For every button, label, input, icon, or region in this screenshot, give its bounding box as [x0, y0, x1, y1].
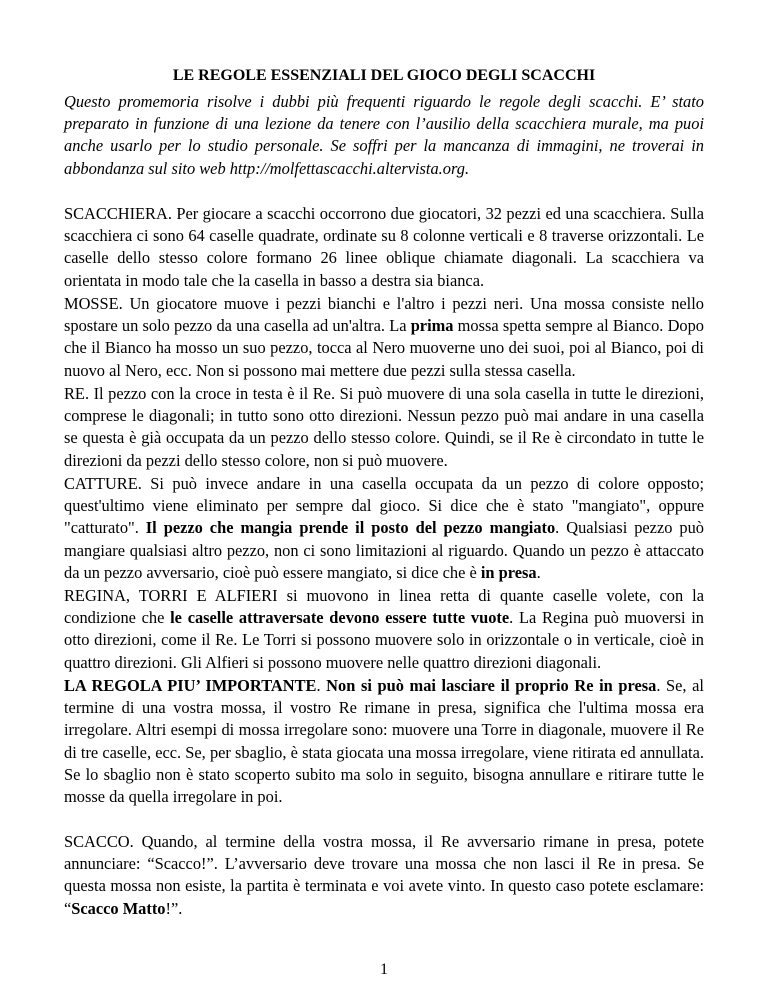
scacchiera-paragraph: SCACCHIERA. Per giocare a scacchi occorrono due giocatori, 32 pezzi ed una scacchiera. Sulla scacchiera ci sono 64 caselle quadrate, ordinate su 8 colonne verticali e 8 traverse orizzontali. Le caselle dello stesso colore formano 26 linee oblique chiamate diagonali. La scacchiera va orientata in modo tale che la casella in basso a destra sia bianca. [64, 204, 704, 290]
bold-mangia: Il pezzo che mangia prende il posto del pezzo mangiato [145, 518, 556, 538]
page-number: 1 [380, 961, 388, 978]
bold-prima: prima [410, 316, 454, 336]
page-title: LE REGOLE ESSENZIALI DEL GIOCO DEGLI SCACCHI [172, 67, 596, 84]
regola-paragraph: LA REGOLA PIU’ IMPORTANTE. Non si può mai lasciare il proprio Re in presa. Se, al termine di una vostra mossa, il vostro Re rimane in presa, significa che l'ultima mossa era irregolare. Altri esempi di mossa irregolare sono: muovere una Torre in diagonale, muovere il Re di tre caselle, ecc. Se, per sbaglio, è stata giocata una mossa irregolare, viene ritirata ed annullata. Se lo sbaglio non è stato scoperto subito ma solo in seguito, bisogna annullare e ritirare tutte le mosse da quella irregolare in poi. [64, 676, 704, 807]
bold-scacco-matto: Scacco Matto [71, 898, 166, 918]
bold-caselle-vuote: le caselle attraversate devono essere tutte vuote [170, 608, 510, 628]
bold-re-in-presa: Non si può mai lasciare il proprio Re in presa [326, 676, 657, 695]
catture-paragraph: CATTURE. Si può invece andare in una casella occupata da un pezzo di colore opposto; quest'ultimo viene eliminato per sempre dal gioco. Si dice che è stato "mangiato", oppure "catturato". Il pezzo che mangia prende il posto del pezzo mangiato. Qualsiasi pezzo può mangiare qualsiasi altro pezzo, non ci sono limitazioni al riguardo. Quando un pezzo è attaccato da un pezzo avversario, cioè può essere mangiato, si dice che è in presa. [64, 474, 704, 582]
mosse-paragraph: MOSSE. Un giocatore muove i pezzi bianchi e l'altro i pezzi neri. Una mossa consiste nello spostare un solo pezzo da una casella ad un'altra. La prima mossa spetta sempre al Bianco. Dopo che il Bianco ha mosso un suo pezzo, tocca al Nero muoverne uno dei suoi, poi al Bianco, poi di nuovo al Nero, ecc. Non si possono mai mettere due pezzi sulla stessa casella. [64, 294, 705, 380]
intro-paragraph: Questo promemoria risolve i dubbi più frequenti riguardo le regole degli scacchi. E’ stato preparato in funzione di una lezione da tenere con l’ausilio della scacchiera murale, ma puoi anche usarlo per lo studio personale. Se soffri per la mancanza di immagini, ne troverai in abbondanza sul sito web http://molfettascacchi.altervista.org. [64, 92, 704, 178]
bold-regola-heading: LA REGOLA PIU’ IMPORTANTE [64, 676, 317, 695]
scacco-paragraph: SCACCO. Quando, al termine della vostra mossa, il Re avversario rimane in presa, potete annunciare: “Scacco!”. L’avversario deve trovare una mossa che non lasci il Re in presa. Se questa mossa non esiste, la partita è terminata e voi avete vinto. In questo caso potete esclamare: “Scacco Matto!”. [64, 832, 704, 918]
re-paragraph: RE. Il pezzo con la croce in testa è il Re. Si può muovere di una sola casella in tutte le direzioni, comprese le diagonali; in tutto sono otto direzioni. Nessun pezzo può mai andare in una casella se questa è già occupata da un pezzo dello stesso colore. Quindi, se il Re è circondato in tutte le direzioni da pezzi dello stesso colore, non si può muovere. [64, 384, 704, 470]
bold-in-presa: in presa [480, 562, 537, 582]
regina-paragraph: REGINA, TORRI E ALFIERI si muovono in linea retta di quante caselle volete, con la condizione che le caselle attraversate devono essere tutte vuote. La Regina può muoversi in otto direzioni, come il Re. Le Torri si possono muovere solo in orizzontale o in verticale, cioè in quattro direzioni. Gli Alfieri si possono muovere nelle quattro direzioni diagonali. [64, 586, 704, 672]
